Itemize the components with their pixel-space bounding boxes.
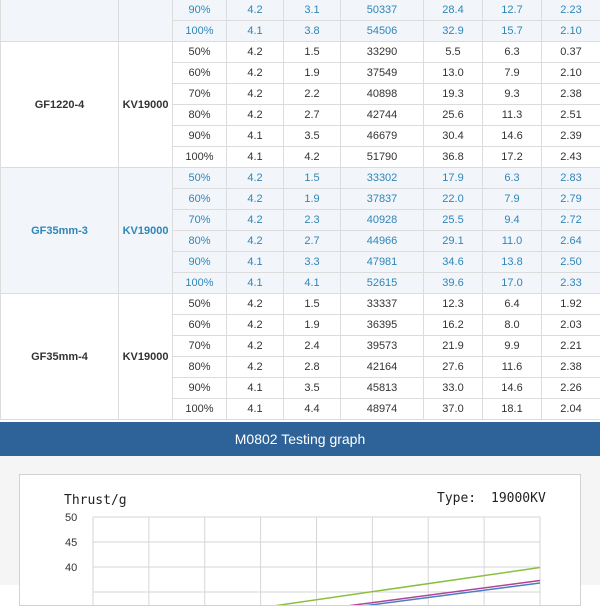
table-cell: 2.03	[542, 315, 600, 336]
table-cell: 40928	[341, 210, 424, 231]
table-cell: 60%	[173, 63, 227, 84]
table-cell: 4.1	[227, 21, 284, 42]
table-cell: 100%	[173, 147, 227, 168]
y-tick-label: 45	[65, 537, 77, 549]
table-cell: 36395	[341, 315, 424, 336]
table-cell: 16.2	[424, 315, 483, 336]
table-cell: 4.2	[227, 189, 284, 210]
table-cell: 4.2	[227, 336, 284, 357]
testing-graph-banner	[0, 422, 600, 456]
table-cell: 9.3	[483, 84, 542, 105]
table-cell: 70%	[173, 210, 227, 231]
propeller-model: GF1220-4	[1, 42, 119, 168]
table-cell: 90%	[173, 378, 227, 399]
table-cell: 28.4	[424, 0, 483, 21]
table-cell: 37.0	[424, 399, 483, 420]
table-cell: 5.5	[424, 42, 483, 63]
table-cell: 33290	[341, 42, 424, 63]
table-cell: 4.2	[227, 42, 284, 63]
table-cell: 100%	[173, 399, 227, 420]
table-cell: 4.2	[227, 294, 284, 315]
table-cell: 4.2	[227, 231, 284, 252]
table-cell: 100%	[173, 21, 227, 42]
table-cell: 4.1	[227, 273, 284, 294]
table-cell: 2.79	[542, 189, 600, 210]
table-cell: 4.1	[227, 147, 284, 168]
table-cell: 7.9	[483, 63, 542, 84]
table-cell: 4.2	[227, 357, 284, 378]
table-row	[1, 0, 600, 21]
propeller-model	[1, 0, 119, 42]
table-cell: 54506	[341, 21, 424, 42]
table-cell: 3.1	[284, 0, 341, 21]
table-cell: 1.5	[284, 294, 341, 315]
table-cell: 2.50	[542, 252, 600, 273]
propeller-model: GF35mm-4	[1, 294, 119, 420]
table-cell: 22.0	[424, 189, 483, 210]
table-cell: 2.38	[542, 357, 600, 378]
table-cell: 11.6	[483, 357, 542, 378]
table-cell: 80%	[173, 105, 227, 126]
table-cell: 42164	[341, 357, 424, 378]
table-cell: 2.64	[542, 231, 600, 252]
table-cell: 50%	[173, 42, 227, 63]
table-cell: 46679	[341, 126, 424, 147]
table-cell: 39573	[341, 336, 424, 357]
table-cell: 4.1	[284, 273, 341, 294]
table-cell: 2.23	[542, 0, 600, 21]
table-group	[1, 0, 600, 42]
chart-ylabel: Thrust/g	[64, 493, 127, 508]
table-cell: 17.2	[483, 147, 542, 168]
table-cell: 3.5	[284, 378, 341, 399]
table-cell: 42744	[341, 105, 424, 126]
table-cell: 2.7	[284, 231, 341, 252]
table-cell: 1.9	[284, 189, 341, 210]
table-cell: 50337	[341, 0, 424, 21]
table-cell: 36.8	[424, 147, 483, 168]
table-cell: 15.7	[483, 21, 542, 42]
table-cell: 2.51	[542, 105, 600, 126]
table-cell: 37837	[341, 189, 424, 210]
y-tick-label: 40	[65, 562, 77, 574]
table-cell: 2.43	[542, 147, 600, 168]
table-cell: 60%	[173, 189, 227, 210]
table-cell: 2.72	[542, 210, 600, 231]
table-cell: 13.0	[424, 63, 483, 84]
table-cell: 11.3	[483, 105, 542, 126]
table-cell: 3.3	[284, 252, 341, 273]
table-cell: 4.4	[284, 399, 341, 420]
propeller-model: GF35mm-3	[1, 168, 119, 294]
chart-type-label: Type:	[437, 491, 476, 506]
y-tick-label: 50	[65, 512, 77, 524]
table-cell: 9.4	[483, 210, 542, 231]
table-cell: 2.4	[284, 336, 341, 357]
table-cell: 51790	[341, 147, 424, 168]
table-cell: 12.7	[483, 0, 542, 21]
thrust-chart-card	[19, 474, 581, 606]
table-row	[1, 42, 600, 63]
table-cell: 2.33	[542, 273, 600, 294]
table-cell: 33302	[341, 168, 424, 189]
table-cell: 21.9	[424, 336, 483, 357]
table-cell: 1.92	[542, 294, 600, 315]
table-cell: 2.26	[542, 378, 600, 399]
table-cell: 90%	[173, 126, 227, 147]
banner-title: M0802 Testing graph	[235, 431, 366, 447]
table-cell: 100%	[173, 273, 227, 294]
table-cell: 34.6	[424, 252, 483, 273]
table-cell: 4.1	[227, 126, 284, 147]
table-cell: 2.21	[542, 336, 600, 357]
table-cell: 11.0	[483, 231, 542, 252]
table-cell: 2.04	[542, 399, 600, 420]
table-group	[1, 294, 600, 420]
table-cell: 1.9	[284, 315, 341, 336]
table-cell: 32.9	[424, 21, 483, 42]
table-cell: 18.1	[483, 399, 542, 420]
table-cell: 4.2	[284, 147, 341, 168]
table-cell: 70%	[173, 84, 227, 105]
table-cell: 52615	[341, 273, 424, 294]
table-cell: 6.3	[483, 42, 542, 63]
table-group	[1, 42, 600, 168]
table-cell: 47981	[341, 252, 424, 273]
table-cell: 9.9	[483, 336, 542, 357]
table-cell: 0.37	[542, 42, 600, 63]
table-row	[1, 168, 600, 189]
table-cell: 4.2	[227, 84, 284, 105]
table-cell: 12.3	[424, 294, 483, 315]
table-cell: 45813	[341, 378, 424, 399]
table-cell: 90%	[173, 252, 227, 273]
table-row	[1, 294, 600, 315]
table-cell: 4.1	[227, 252, 284, 273]
table-cell: 4.1	[227, 378, 284, 399]
table-cell: 8.0	[483, 315, 542, 336]
table-cell: 50%	[173, 294, 227, 315]
table-cell: 4.2	[227, 63, 284, 84]
table-cell: 6.4	[483, 294, 542, 315]
table-cell: 80%	[173, 231, 227, 252]
table-cell: 39.6	[424, 273, 483, 294]
table-cell: 3.5	[284, 126, 341, 147]
motor-kv: KV19000	[119, 168, 173, 294]
table-cell: 2.7	[284, 105, 341, 126]
table-cell: 17.0	[483, 273, 542, 294]
table-cell: 30.4	[424, 126, 483, 147]
table-cell: 60%	[173, 315, 227, 336]
table-cell: 2.8	[284, 357, 341, 378]
table-cell: 1.5	[284, 42, 341, 63]
table-cell: 13.8	[483, 252, 542, 273]
table-cell: 4.2	[227, 210, 284, 231]
motor-kv	[119, 0, 173, 42]
table-cell: 17.9	[424, 168, 483, 189]
table-cell: 4.1	[227, 399, 284, 420]
table-group	[1, 168, 600, 294]
table-cell: 27.6	[424, 357, 483, 378]
table-cell: 2.3	[284, 210, 341, 231]
table-cell: 2.10	[542, 63, 600, 84]
table-cell: 50%	[173, 168, 227, 189]
table-cell: 3.8	[284, 21, 341, 42]
table-cell: 90%	[173, 0, 227, 21]
table-cell: 48974	[341, 399, 424, 420]
table-cell: 25.6	[424, 105, 483, 126]
table-cell: 4.2	[227, 168, 284, 189]
table-cell: 37549	[341, 63, 424, 84]
table-cell: 44966	[341, 231, 424, 252]
table-cell: 2.10	[542, 21, 600, 42]
table-cell: 6.3	[483, 168, 542, 189]
table-cell: 4.2	[227, 315, 284, 336]
table-cell: 70%	[173, 336, 227, 357]
table-cell: 2.39	[542, 126, 600, 147]
table-cell: 2.38	[542, 84, 600, 105]
table-cell: 1.9	[284, 63, 341, 84]
table-cell: 25.5	[424, 210, 483, 231]
chart-type-value: 19000KV	[491, 491, 546, 506]
table-cell: 80%	[173, 357, 227, 378]
table-cell: 4.2	[227, 0, 284, 21]
table-cell: 2.83	[542, 168, 600, 189]
table-cell: 1.5	[284, 168, 341, 189]
table-cell: 19.3	[424, 84, 483, 105]
table-cell: 14.6	[483, 126, 542, 147]
table-cell: 33337	[341, 294, 424, 315]
thrust-chart	[20, 475, 580, 605]
motor-kv: KV19000	[119, 294, 173, 420]
table-cell: 40898	[341, 84, 424, 105]
table-cell: 29.1	[424, 231, 483, 252]
table-cell: 4.2	[227, 105, 284, 126]
table-cell: 33.0	[424, 378, 483, 399]
motor-kv: KV19000	[119, 42, 173, 168]
table-cell: 2.2	[284, 84, 341, 105]
table-cell: 14.6	[483, 378, 542, 399]
table-cell: 7.9	[483, 189, 542, 210]
